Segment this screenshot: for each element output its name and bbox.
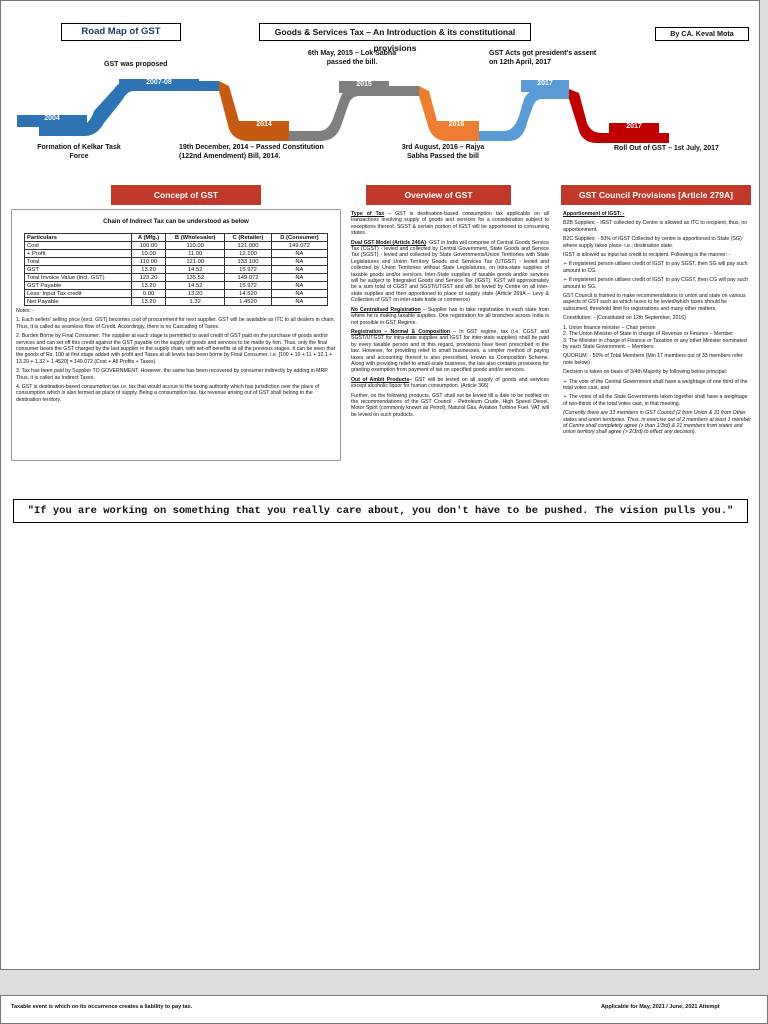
notes-label: Notes: - — [16, 308, 35, 314]
note-4: 4. GST is destination-based consumption tax i.e. tax that would accrue to the taxing authority which has jurisdiction over the place of consumption which is also termed as place of supply. Being a consumption tax, tax revenue arising out of GST shall belong to the destination territory. — [16, 384, 320, 403]
table-header: A (Mfg.) — [131, 234, 165, 242]
author-label: By CA. Keval Mota — [655, 27, 749, 41]
chain-table — [24, 233, 328, 306]
road-map-title: Road Map of GST — [61, 23, 181, 41]
table-cell: 100.00 — [131, 242, 165, 250]
table-cell: 135.52 — [166, 274, 225, 282]
table-cell: NA — [271, 258, 327, 266]
year-2007-08: 2007-08 — [119, 79, 199, 91]
table-cell: 11.00 — [166, 250, 225, 258]
concept-heading: Concept of GST — [111, 185, 261, 205]
table-cell: 149.072 — [271, 242, 327, 250]
concept-notes — [12, 306, 340, 403]
council-line: Decision is taken on basis of 3/4th Majority by following below principal: — [563, 369, 728, 376]
council-line: IGST is allowed as input tax credit to recipient. Following is the manner: - — [563, 252, 731, 259]
overview-item: Type of Tax – GST is destination-based consumption tax applicable on all transactions involving supply of goods and services for a consideration subject to exceptions thereof. SGST & certain portion of IGST will be apportioned to consuming states. — [351, 211, 550, 237]
council-line: 2. The Union Minister of State in charge of Revenue or Finance – Member — [563, 331, 734, 338]
event-rollout: Roll Out of GST – 1st July, 2017 — [614, 145, 719, 152]
applicable-attempt: Applicable for May, 2021 / June, 2021 Attempt — [601, 1004, 720, 1010]
council-apportionment-head: Apportionment of IGST: - — [563, 211, 625, 217]
table-header: D (Consumer) — [271, 234, 327, 242]
table-cell: 15.972 — [225, 266, 272, 274]
overview-item: Further, on the following products, GST shall not be levied till a date to be notified on the recommendations of the GST Council - Petroleum Crude, High Speed Diesel, Motor Spirit (commonly known as Petrol), Natural Gas, Aviation Turbine Fuel. VAT will be levied on such products. — [351, 392, 549, 418]
year-2017-a: 2017 — [521, 80, 569, 92]
table-row — [25, 242, 328, 250]
council-panel — [563, 211, 753, 493]
council-line: ➢ If registered person utilises credit of IGST to pay SGST, then SG will pay such amount to CG. — [563, 261, 748, 274]
event-constitution-bill: 19th December, 2014 – Passed Constitution (122nd Amendment) Bill, 2014. — [179, 144, 324, 160]
table-cell: 15.972 — [225, 282, 272, 290]
overview-item: Registration – Normal & Composition – In GST regime, tax (i.e. CGST and SGST/UTGST for intra-state supplies and IGST for inter-state supplies) shall be paid by every taxable person and in this regard, provisions have been prescribed in the law. However, for providing relief to small businesses, a simpler method of paying taxes and accounting thereof is also prescribed, known as Composition Scheme. Along with providing relief to small-scale business, the law also contains provisions for granting exemption from payment of tax on specified goods and/or services. — [351, 328, 549, 374]
chain-title: Chain of Indirect Tax can be understood as below — [103, 218, 249, 225]
council-line: ➢ The votes of all the State Governments taken together shall have a weightage of two-thirds of the total votes cast, in that meeting. — [563, 394, 748, 407]
council-line: (Currently there are 33 members in GST Council (2 from Union & 31 from Other states and union territories. Thus, in exercise out of 2 members at least 1 member of Centre shall completely agree (> than 1/3rd) & 21 members from states and union territory shall agree (> 2/3rd) to effect any decision). — [563, 410, 751, 436]
table-cell: Total — [25, 258, 132, 266]
note-2: 2. Burden Borne by Final Consumer: The supplier at each stage is permitted to avail credit of GST paid on the purchase of goods and/or services and can set off this credit against the GST payable on the supply of goods and services to be made by him. Thus, only the final consumer bears the GST charged by the last supplier in the supply chain, with set-off benefits at all the previous stages. It can be seen that the goods of Rs. 100 at first stage added with profit and Taxes at all levels has been borne by Final Consumer. i.e. [100 + 10 + 11 + 12.1 + 13.20 + 1.32 + 1.4520] = 149.072 (Cost + All Profits + Taxes) — [16, 333, 336, 365]
table-cell: 1.4520 — [225, 298, 272, 306]
council-line: ➢ If registered person utilises credit of IGST to pay CGST, then CG will pay such amount to SG. — [563, 277, 749, 290]
table-cell: NA — [271, 274, 327, 282]
year-2017-b: 2017 — [609, 123, 659, 135]
council-line: Constitution: - (Constituted on 12th September, 2016) — [563, 315, 686, 322]
event-lok-sabha: 6th May, 2015 – Lok Sabha passed the bill. — [307, 50, 397, 66]
table-cell: Less: Input Tax credit — [25, 290, 132, 298]
overview-panel — [351, 211, 549, 493]
motivation-quote: "If you are working on something that you really care about, you don't have to be pushed. The vision pulls you." — [13, 499, 748, 523]
overview-item: Dual GST Model (Article 246A)- GST in India will comprise of Central Goods Service Tax (CGST) - levied and collected by Central Government, State Goods and Service Tax (SGST) - levied and collected by State Governments/Union Territories with State Legislatures and Union Territory Goods and Services Tax (UTGST) - levied and collected by Union Territories without State Legislatures, on intra-state supplies of taxable goods and/or services. Inter-State supplies of taxable goods and/or services will be subject to Integrated Goods and Service Tax (IGST). IGST will approximately be a sum total of CGST and SGST/UTGST and will be levied by Centre on all inter-state supplies and then apportioned to place of supply state (Article 269A – Levy & Collection of GST on inter-state trade or commerce) — [351, 239, 549, 304]
table-cell: 13.20 — [131, 266, 165, 274]
council-line: GST Council is framed to make recommendations to union and state on various aspects of GST such as which taxes to be levied/which taxes should be subsumed, threshold limit for registrations and many other matters. — [563, 293, 746, 312]
table-cell: 13.20 — [166, 290, 225, 298]
table-cell: 121.000 — [225, 242, 272, 250]
table-row — [25, 250, 328, 258]
table-cell: 149.072 — [225, 274, 272, 282]
main-title: Goods & Services Tax – An Introduction & its constitutional provisions — [259, 23, 531, 41]
table-row — [25, 274, 328, 282]
year-2016: 2016 — [434, 121, 479, 133]
event-rajya-sabha: 3rd August, 2016 – Rajya Sabha Passed the bill — [401, 144, 485, 160]
table-cell: NA — [271, 298, 327, 306]
council-line: QUORUM: - 50% of Total Members (Min 17 members out of 33 members refer note below) — [563, 353, 743, 366]
table-cell: 0.00 — [131, 290, 165, 298]
table-cell: Total Invoice Value (incl. GST) — [25, 274, 132, 282]
event-president-assent: GST Acts got president's assent on 12th April, 2017 — [489, 50, 597, 66]
page-two — [0, 995, 768, 1024]
table-row — [25, 298, 328, 306]
note-3: 3. Tax has been paid by Supplier TO GOVERNMENT. However, the same has been recovered by consumer indirectly by adding in MRP. Thus, it is called as Indirect Taxes. — [16, 368, 329, 381]
council-line: 1. Union finance minister – Chair person — [563, 324, 656, 331]
table-cell: 12.100 — [225, 250, 272, 258]
table-cell: Cost — [25, 242, 132, 250]
council-heading: GST Council Provisions [Article 279A] — [561, 185, 751, 205]
table-cell: 10.00 — [131, 250, 165, 258]
council-line: B2C Supplies: - 50% of IGST Collected by centre is apportioned to State (SG) where supply takes place- i.e., destination state. — [563, 236, 742, 249]
timeline — [9, 51, 749, 171]
table-row — [25, 290, 328, 298]
table-cell: 14.520 — [225, 290, 272, 298]
year-2014: 2014 — [239, 121, 289, 133]
table-cell: Net Payable — [25, 298, 132, 306]
table-cell: 13.20 — [131, 298, 165, 306]
table-cell: 14.52 — [166, 266, 225, 274]
year-2004: 2004 — [17, 115, 87, 127]
table-cell: NA — [271, 290, 327, 298]
council-line: 3. The Minister in charge of Finance or Taxation or any other Minister nominated by each State Government. – Members — [563, 337, 747, 350]
table-cell: 110.00 — [166, 242, 225, 250]
table-header: Particulars — [25, 234, 132, 242]
table-cell: + Profit — [25, 250, 132, 258]
overview-item: Out of Ambit Products– GST will be levied on all supply of goods and services except alcoholic liquor for human consumption. (Article 366) — [351, 376, 550, 390]
council-line: B2B Supplies: - IGST collected by Centre is allowed as ITC to recipient, thus, no apportionment. — [563, 220, 748, 233]
table-cell: 110.00 — [131, 258, 165, 266]
concept-panel — [11, 209, 341, 461]
table-cell: 133.100 — [225, 258, 272, 266]
table-row — [25, 266, 328, 274]
table-cell: 13.20 — [131, 282, 165, 290]
table-row — [25, 282, 328, 290]
taxable-event-text: Taxable event is which on its occurrence creates a liability to pay tax. — [11, 1004, 193, 1010]
table-cell: 121.00 — [166, 258, 225, 266]
table-cell: 1.32 — [166, 298, 225, 306]
year-2015: 2015 — [339, 81, 389, 93]
table-cell: GST — [25, 266, 132, 274]
table-cell: NA — [271, 250, 327, 258]
table-header: B (Wholesaler) — [166, 234, 225, 242]
table-cell: NA — [271, 266, 327, 274]
table-cell: 123.20 — [131, 274, 165, 282]
event-kelkar: Formation of Kelkar Task Force — [37, 144, 121, 160]
table-cell: 14.52 — [166, 282, 225, 290]
table-header: C (Retailer) — [225, 234, 272, 242]
council-line: ➢ The vote of the Central Government shall have a weightage of one third of the total votes cast, and — [563, 378, 748, 391]
table-row — [25, 258, 328, 266]
note-1: 1. Each sellers' selling price (excl. GST) becomes cost of procurement for next supplier. GST will be available as ITC to all dealers in chain. Thus, it is called as seamless flow of Credit. Accordingly, there is no Cascading of Taxes. — [16, 317, 335, 330]
overview-item: No Centralised Registration – Supplier has to take registration in each state from where he is making taxable supplies. One registration for all branches across India is not possible in GST Regime. — [351, 306, 549, 326]
table-cell: GST Payable — [25, 282, 132, 290]
event-gst-proposed: GST was proposed — [104, 61, 168, 68]
overview-heading: Overview of GST — [366, 185, 511, 205]
table-cell: NA — [271, 282, 327, 290]
